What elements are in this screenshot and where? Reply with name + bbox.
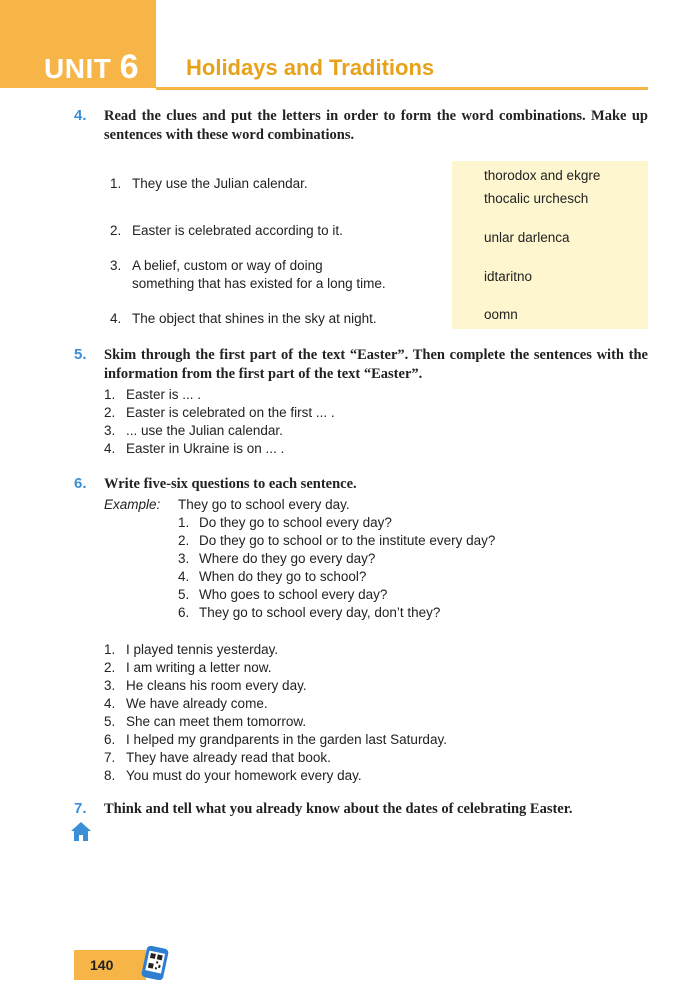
sentence-number: 6. [104,732,116,747]
qr-code-phone-icon [141,946,169,980]
item-number: 3. [104,423,116,438]
clue-number: 1. [110,176,122,191]
clue-number: 3. [110,258,122,273]
ex6-sentence-8 [104,768,362,783]
example-label: Example: [104,497,161,512]
scrambled-word-1: thorodox and ekgre [484,168,601,183]
item-number: 4. [104,441,116,456]
exercise-6-instruction: Write five-six questions to each sentence. [104,476,357,492]
question-number: 2. [178,533,190,548]
example-question-3 [178,551,375,566]
clue-2 [110,223,343,238]
exercise-7-instruction: Think and tell what you already know about the dates of celebrating Easter. [104,801,573,817]
scrambled-word-2: thocalic urchesch [484,191,589,206]
unit-number: 6 [119,48,140,86]
clue-3-continued: something that has existed for a long time. [132,276,386,291]
ex6-sentence-3 [104,678,307,693]
scrambled-words-box [452,161,648,329]
sentence-number: 7. [104,750,116,765]
item-text: Easter is celebrated on the first ... . [126,405,335,420]
clue-text: A belief, custom or way of doing [132,258,323,273]
exercise-7-number: 7. [74,800,87,817]
exercise-4-instruction: Read the clues and put the letters in order to form the word combinations. Make up sentences with these word combinations. [104,108,648,143]
sentence-text: They have already read that book. [126,750,331,765]
ex6-sentence-6 [104,732,447,747]
example-question-5 [178,587,387,602]
ex5-item-1 [104,387,201,402]
ex5-item-3 [104,423,283,438]
scrambled-word-4: idtaritno [484,269,533,284]
clue-number: 2. [110,223,122,238]
exercise-6-number: 6. [74,475,87,492]
ex6-sentence-2 [104,660,272,675]
clue-number: 4. [110,311,122,326]
exercise-4-number: 4. [74,107,87,124]
home-icon [70,820,92,842]
sentence-number: 8. [104,768,116,783]
exercise-5-number: 5. [74,346,87,363]
scrambled-word-5: oomn [484,307,518,322]
sentence-number: 1. [104,642,116,657]
example-question-6 [178,605,440,620]
question-number: 6. [178,605,190,620]
page-title: Holidays and Traditions [186,55,435,80]
ex5-item-2 [104,405,335,420]
item-number: 1. [104,387,116,402]
question-text: Do they go to school every day? [199,515,392,530]
question-number: 3. [178,551,190,566]
sentence-text: I helped my grandparents in the garden last Saturday. [126,732,447,747]
ex6-sentence-1 [104,642,278,657]
page-number: 140 [90,957,114,973]
clue-text: They use the Julian calendar. [132,176,308,191]
clue-1 [110,176,308,191]
sentence-number: 4. [104,696,116,711]
question-text: They go to school every day, don’t they? [199,605,441,620]
question-text: Where do they go every day? [199,551,376,566]
ex6-sentence-5 [104,714,306,729]
sentence-text: I am writing a letter now. [126,660,272,675]
question-text: Do they go to school or to the institute every day? [199,533,496,548]
question-text: Who goes to school every day? [199,587,388,602]
clue-4 [110,311,377,326]
ex6-sentence-4 [104,696,268,711]
item-text: Easter is ... . [126,387,202,402]
sentence-number: 3. [104,678,116,693]
item-text: Easter in Ukraine is on ... . [126,441,285,456]
item-number: 2. [104,405,116,420]
title-underline [156,87,648,90]
question-number: 5. [178,587,190,602]
question-text: When do they go to school? [199,569,367,584]
question-number: 1. [178,515,190,530]
ex5-item-4 [104,441,284,456]
sentence-text: He cleans his room every day. [126,678,307,693]
item-text: ... use the Julian calendar. [126,423,283,438]
exercise-5-instruction: Skim through the first part of the text “Easter”. Then complete the sentences with the information from the first part of the text “Easter”. [104,347,648,382]
example-question-2 [178,533,495,548]
sentence-text: You must do your homework every day. [126,768,362,783]
unit-label [44,48,139,87]
unit-word: UNIT [44,53,112,84]
example-question-4 [178,569,366,584]
example-question-1 [178,515,392,530]
clue-3 [110,258,323,273]
scrambled-word-3: unlar darlenca [484,230,570,245]
sentence-number: 5. [104,714,116,729]
example-row [104,497,350,512]
example-sentence: They go to school every day. [178,497,350,512]
sentence-text: We have already come. [126,696,268,711]
ex6-sentence-7 [104,750,331,765]
sentence-number: 2. [104,660,116,675]
sentence-text: I played tennis yesterday. [126,642,279,657]
clue-text: Easter is celebrated according to it. [132,223,343,238]
clue-text: The object that shines in the sky at night. [132,311,377,326]
sentence-text: She can meet them tomorrow. [126,714,307,729]
question-number: 4. [178,569,190,584]
